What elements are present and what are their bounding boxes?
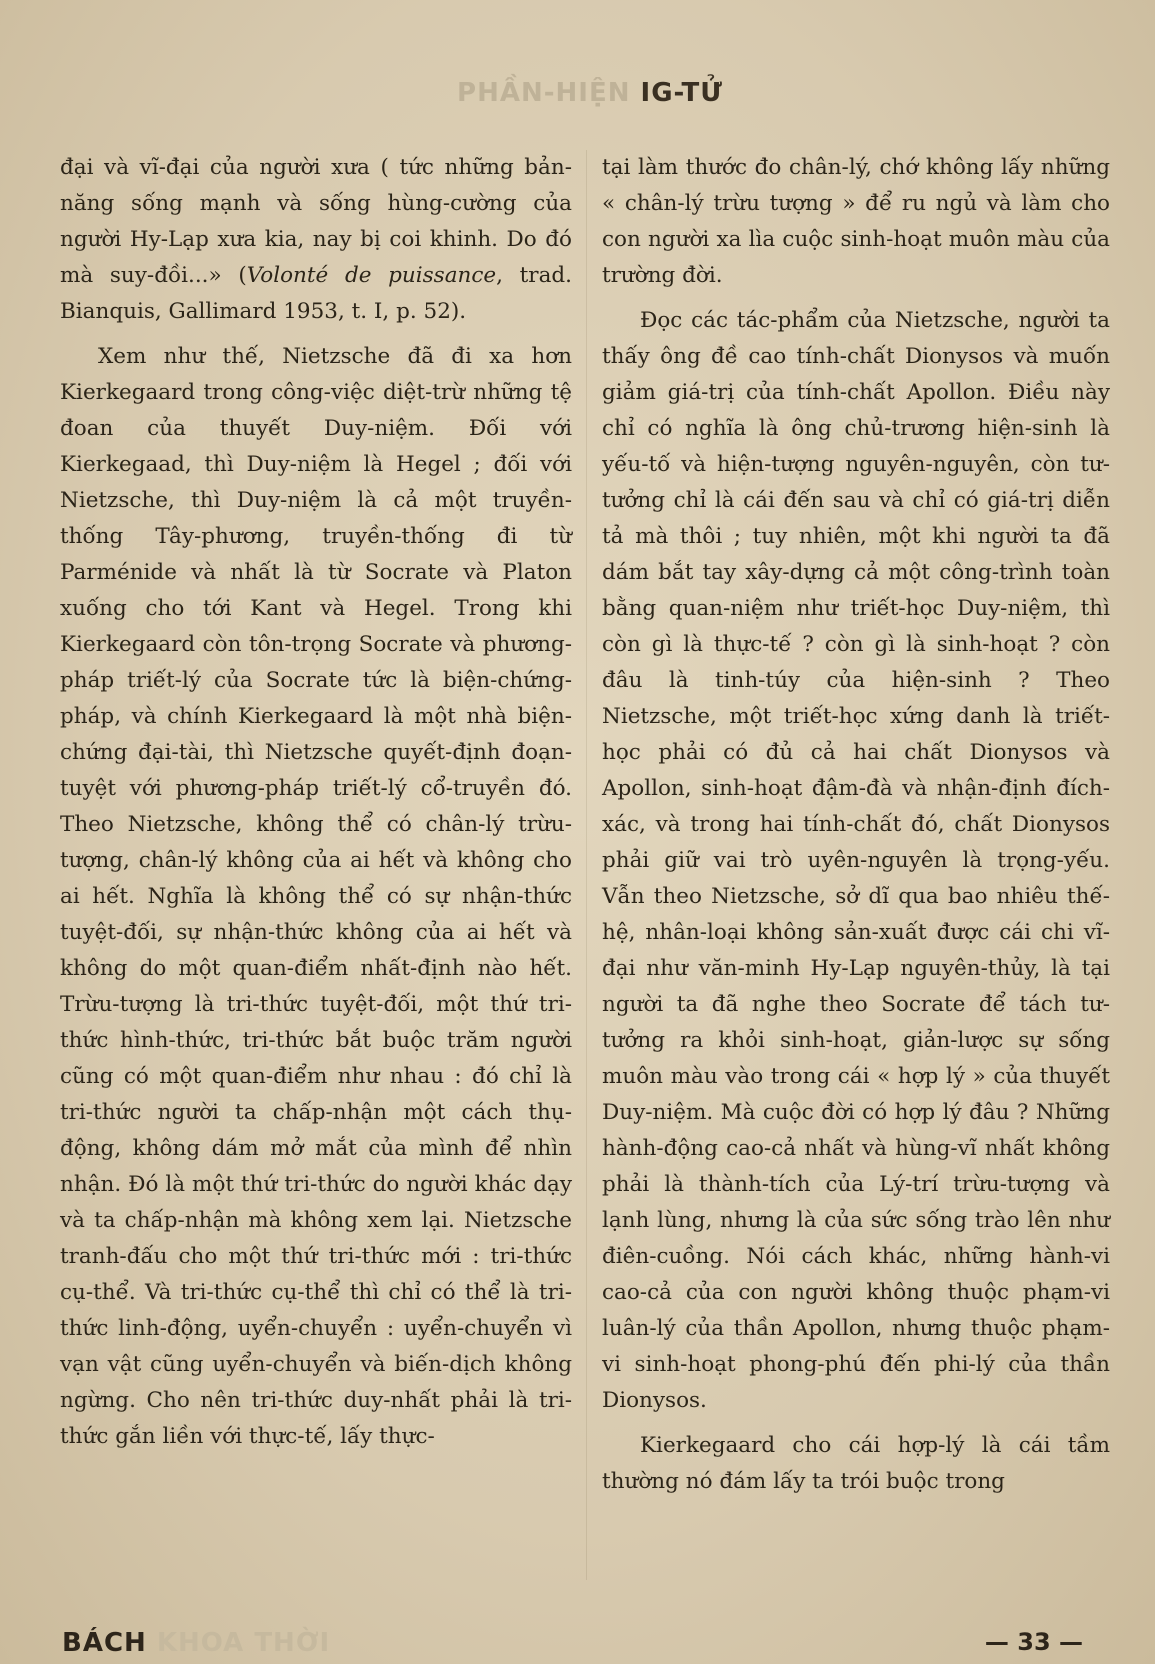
citation-title: Volonté de puissance [246, 263, 497, 288]
running-head [440, 78, 740, 108]
right-column [602, 150, 1110, 1500]
column-gutter [586, 150, 587, 1580]
footer-dark-text: BÁCH [62, 1628, 147, 1658]
left-paragraph-2: Xem như thế, Nietzsche đã đi xa hơn Kierkegaard trong công-việc diệt-trừ những tệ đoan của thuyết Duy-niệm. Đối với Kierkegaad, thì Duy-niệm là Hegel ; đối với Nietzsche, thì Duy-niệm là cả một truyền-thống Tây-phương, truyền-thống đi từ Parménide và nhất là từ Socrate và Platon xuống cho tới Kant và Hegel. Trong khi Kierkegaard còn tôn-trọng Socrate và phương-pháp triết-lý của Socrate tức là biện-chứng-pháp, và chính Kierkegaard là một nhà biện-chứng đại-tài, thì Nietzsche quyết-định đoạn-tuyệt với phương-pháp triết-lý cổ-truyền đó. Theo Nietzsche, không thể có chân-lý trừu-tượng, chân-lý không của ai hết và không cho ai hết. Nghĩa là không thể có sự nhận-thức tuyệt-đối, sự nhận-thức không của ai hết và không do một quan-điểm nhất-định nào hết. Trừu-tượng là tri-thức tuyệt-đối, một thứ tri-thức hình-thức, tri-thức bắt buộc trăm người cũng có một quan-điểm như nhau : đó chỉ là tri-thức người ta chấp-nhận một cách thụ-động, không dám mở mắt của mình để nhìn nhận. Đó là một thứ tri-thức do người khác dạy và ta chấp-nhận mà không xem lại. Nietzsche tranh-đấu cho một thứ tri-thức mới : tri-thức cụ-thể. Và tri-thức cụ-thể thì chỉ có thể là tri-thức linh-động, uyển-chuyển : uyển-chuyển vì vạn vật cũng uyển-chuyển và biến-dịch không ngừng. Cho nên tri-thức duy-nhất phải là tri-thức gắn liền với thực-tế, lấy thực- [60, 344, 572, 1449]
running-head-faded: PHẦN-HIỆN [457, 78, 641, 108]
right-paragraph-3: Kierkegaard cho cái hợp-lý là cái tầm thường nó đám lấy ta trói buộc trong [602, 1433, 1110, 1494]
left-column [60, 150, 572, 1455]
footer-faded-text: KHOA THỜI [146, 1628, 331, 1658]
citation-details: , trad. Bianquis, Gallimard 1953, t. I, p. 52). [60, 263, 572, 324]
right-paragraph-1: tại làm thước đo chân-lý, chớ không lấy những « chân-lý trừu tượng » để ru ngủ và làm cho con người xa lìa cuộc sinh-hoạt muôn màu của trường đời. [602, 155, 1110, 288]
magazine-footer [62, 1628, 330, 1658]
running-head-text: IG-TỬ [640, 78, 723, 108]
right-paragraph-2: Đọc các tác-phẩm của Nietzsche, người ta thấy ông đề cao tính-chất Dionysos và muốn giảm giá-trị của tính-chất Apollon. Điều này chỉ có nghĩa là ông chủ-trương hiện-sinh là yếu-tố và hiện-tượng nguyên-nguyên, còn tư-tưởng chỉ là cái đến sau và chỉ có giá-trị diễn tả mà thôi ; tuy nhiên, một khi người ta đã dám bắt tay xây-dựng cả một công-trình toàn bằng quan-niệm như triết-học Duy-niệm, thì còn gì là thực-tế ? còn gì là sinh-hoạt ? còn đâu là tinh-túy của hiện-sinh ? Theo Nietzsche, một triết-học xứng danh là triết-học phải có đủ cả hai chất Dionysos và Apollon, sinh-hoạt đậm-đà và nhận-định đích-xác, và trong hai tính-chất đó, chất Dionysos phải giữ vai trò uyên-nguyên là trọng-yếu. Vẫn theo Nietzsche, sở dĩ qua bao nhiêu thế-hệ, nhân-loại không sản-xuất được cái chi vĩ-đại như văn-minh Hy-Lạp nguyên-thủy, là tại người ta đã nghe theo Socrate để tách tư-tưởng ra khỏi sinh-hoạt, giản-lược sự sống muôn màu vào trong cái « hợp lý » của thuyết Duy-niệm. Mà cuộc đời có hợp lý đâu ? Những hành-động cao-cả nhất và hùng-vĩ nhất không phải là thành-tích của Lý-trí trừu-tượng và lạnh lùng, nhưng là của sức sống trào lên như điên-cuồng. Nói cách khác, những hành-vi cao-cả của con người không thuộc phạm-vi luân-lý của thần Apollon, nhưng thuộc phạm-vi sinh-hoạt phong-phú đến phi-lý của thần Dionysos. [602, 308, 1110, 1413]
page-number: — 33 — [984, 1628, 1083, 1656]
left-paragraph-1 [60, 150, 572, 330]
quote-text: đại và vĩ-đại của người xưa ( tức những bản-năng sống mạnh và sống hùng-cường của người Hy-Lạp xưa kia, nay bị coi khinh. Do đó mà suy-đồi...» ( [60, 155, 572, 288]
